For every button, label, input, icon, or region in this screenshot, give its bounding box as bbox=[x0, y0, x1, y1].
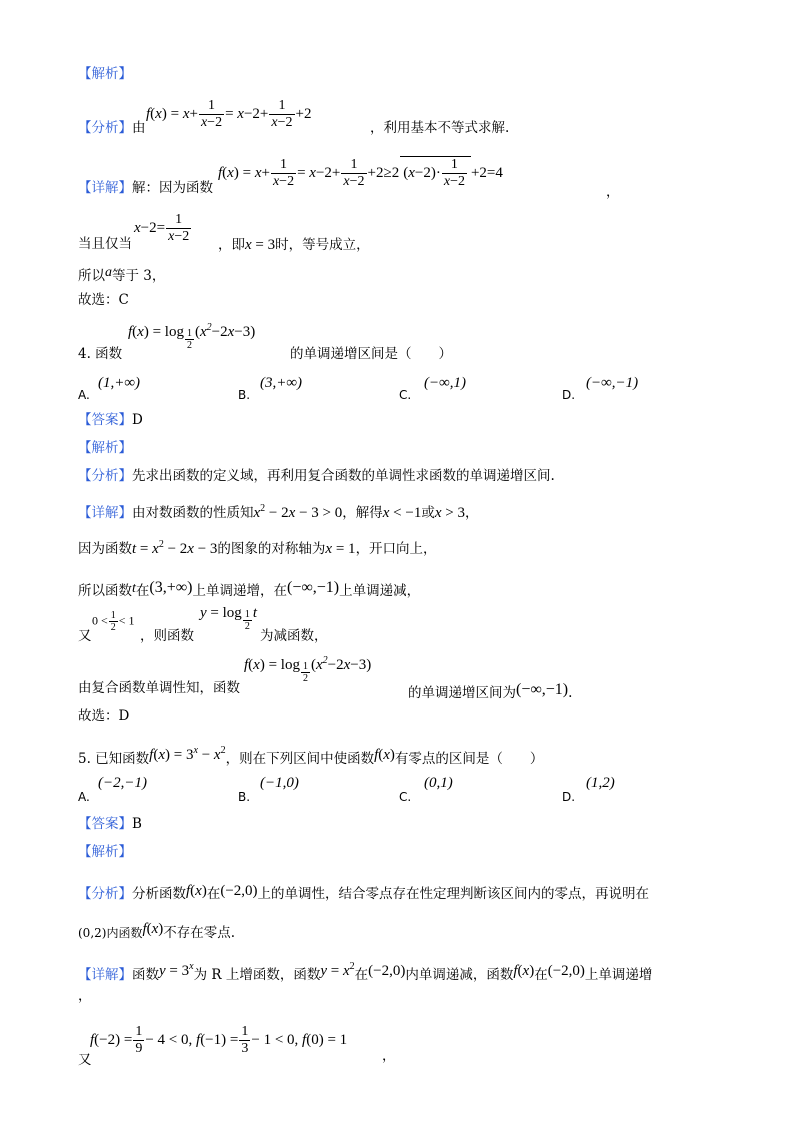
q4-option-a-value: (1,+∞) bbox=[98, 375, 141, 391]
q4-detail-4b: ，则函数 bbox=[140, 628, 194, 644]
q5-detail-1: 【详解】函数$y = 3^x$为 R 上增函数，函数$y = x^2$在(−2,0)内单调递减，函数f(x)在(−2,0)上单调递增 bbox=[78, 961, 653, 983]
q5-detail-2a: 又 bbox=[78, 1052, 92, 1068]
q5-option-b[interactable]: B. bbox=[238, 790, 251, 804]
q4-detail-5b: 的单调递增区间为(−∞,−1). bbox=[408, 681, 573, 701]
q4-detail-2: 因为函数$t = x^2 - 2x - 3$的图象的对称轴为x = 1，开口向上， bbox=[78, 539, 437, 557]
q5-jiexi-label: 【解析】 bbox=[78, 844, 132, 860]
q4-answer: 【答案】D bbox=[78, 412, 143, 428]
q4-log-function: y = log $_{\frac{1}{2}}$ t bbox=[200, 605, 257, 633]
q5-detail-1-comma: ， bbox=[78, 988, 92, 1004]
fenxi-label: 【分析】 bbox=[78, 120, 132, 136]
q5-answer: 【答案】B bbox=[78, 816, 142, 832]
q4-option-d[interactable]: D. bbox=[562, 388, 576, 402]
formula-fx-split: f(x) = x+ $\frac{1}{x-2}$ = x−2+ $\frac{1}{x-2}$ +2 bbox=[146, 98, 312, 130]
suoyi-line: 所以a等于 3， bbox=[78, 265, 166, 284]
q5-values: f(−2) = $\frac{1}{9}$ − 4 < 0, f(−1) = $\frac{1}{3}$ − 1 < 0, f(0) = 1 bbox=[90, 1024, 348, 1056]
q5-option-d-value: (1,2) bbox=[586, 775, 615, 791]
xiangjie-label: 【详解】 bbox=[78, 180, 132, 196]
q5-option-b-value: (−1,0) bbox=[260, 775, 299, 791]
fenxi-line: 【分析】由 bbox=[78, 120, 146, 136]
equality-tail: ，即x = 3时，等号成立， bbox=[218, 237, 370, 253]
q4-option-c-value: (−∞,1) bbox=[424, 375, 467, 391]
q4-option-b[interactable]: B. bbox=[238, 388, 251, 402]
q4-option-c[interactable]: C. bbox=[399, 388, 412, 402]
formula-equality: x−2= $\frac{1}{x-2}$ bbox=[134, 212, 190, 244]
formula-am-gm: f(x) = x+ $\frac{1}{x-2}$ = x−2+ $\frac{1}{x-2}$ +2≥2 (x−2)· $\frac{1}{x-2}$ +2=4 bbox=[218, 157, 503, 189]
q5-option-c[interactable]: C. bbox=[399, 790, 412, 804]
xiangjie-line: 【详解】解：因为函数 bbox=[78, 180, 213, 196]
q4-half-ineq: 0 < $\frac{1}{2}$ < 1 bbox=[92, 610, 135, 633]
q5-option-a-value: (−2,−1) bbox=[98, 775, 147, 791]
q5-fenxi-2: (0,2)内函数f(x)不存在零点. bbox=[78, 921, 236, 941]
q4-option-a[interactable]: A. bbox=[78, 388, 90, 402]
q5-option-d[interactable]: D. bbox=[562, 790, 576, 804]
q4-detail-5a: 由复合函数单调性知，函数 bbox=[78, 680, 240, 696]
q4-jiexi-label: 【解析】 bbox=[78, 440, 132, 456]
q4-function: f(x) = log $_{\frac{1}{2}}$ $(x^2-2x-3)$ bbox=[128, 322, 256, 352]
q5-detail-2b: ， bbox=[382, 1048, 396, 1064]
q4-stem-tail: 的单调递增区间是（ ） bbox=[290, 346, 452, 362]
dangqie-text: 当且仅当 bbox=[78, 236, 132, 252]
comma: ， bbox=[606, 184, 620, 200]
q4-detail-4c: 为减函数， bbox=[260, 628, 328, 644]
q4-stem: 4. 函数 bbox=[78, 346, 123, 362]
q4-option-d-value: (−∞,−1) bbox=[586, 375, 639, 391]
q5-stem: 5. 已知函数$f(x) = 3^x - x^2$，则在下列区间中使函数f(x)有零点的区间是（ ） bbox=[78, 745, 544, 767]
q4-detail-3: 所以函数t在(3,+∞)上单调递增，在(−∞,−1)上单调递减， bbox=[78, 579, 421, 599]
q4-function-repeat: f(x) = log $_{\frac{1}{2}}$ $(x^2-2x-3)$ bbox=[244, 655, 372, 685]
jiexi-label: 【解析】 bbox=[78, 66, 132, 82]
fenxi-tail: ，利用基本不等式求解. bbox=[370, 120, 510, 136]
q4-detail-4a: 又 bbox=[78, 628, 92, 644]
q4-detail-1: 【详解】由对数函数的性质知$x^2 - 2x - 3 > 0$，解得x < −1或x > 3， bbox=[78, 503, 479, 521]
q3-choice: 故选：C bbox=[78, 292, 129, 308]
q5-option-a[interactable]: A. bbox=[78, 790, 90, 804]
q4-option-b-value: (3,+∞) bbox=[260, 375, 303, 391]
q5-fenxi-1: 【分析】分析函数f(x)在(−2,0)上的单调性，结合零点存在性定理判断该区间内的零点，再说明在 bbox=[78, 883, 650, 902]
q4-fenxi: 【分析】先求出函数的定义域，再利用复合函数的单调性求函数的单调递增区间. bbox=[78, 468, 555, 484]
q4-choice: 故选：D bbox=[78, 708, 130, 724]
q5-option-c-value: (0,1) bbox=[424, 775, 453, 791]
